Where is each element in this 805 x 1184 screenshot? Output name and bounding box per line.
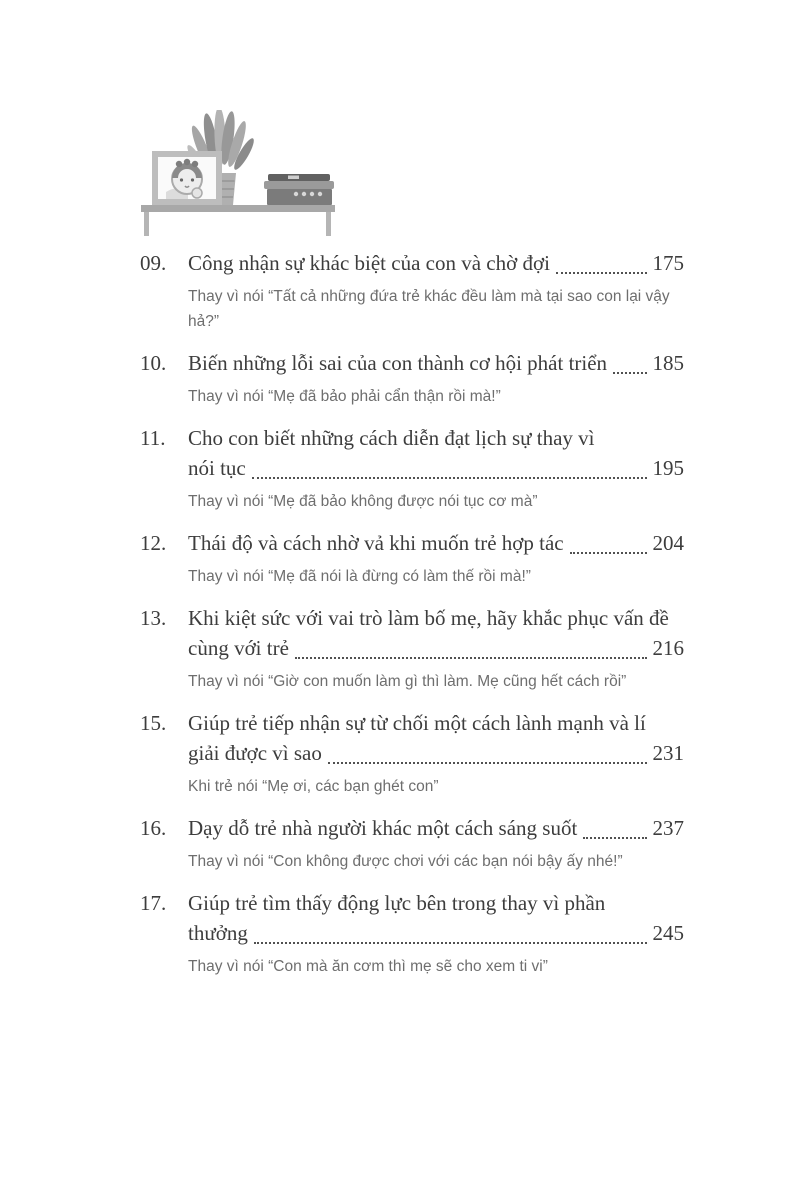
entry-title-text: Biến những lỗi sai của con thành cơ hội phát triển (188, 351, 608, 375)
entry-title (188, 248, 684, 278)
entry-title (188, 348, 684, 378)
entry-title-last-line (188, 453, 684, 483)
book-stack-icon (264, 174, 334, 205)
entry-page-number: 195 (652, 456, 684, 480)
toc-entry (140, 248, 684, 334)
toc-list (140, 248, 684, 993)
dot-leader (295, 633, 647, 659)
shelf-illustration (138, 110, 338, 238)
entry-number: 15. (140, 711, 167, 735)
toc-entry (140, 603, 684, 694)
entry-number: 16. (140, 816, 167, 840)
entry-number: 17. (140, 891, 167, 915)
entry-number: 10. (140, 351, 167, 375)
entry-body (188, 888, 684, 979)
entry-page-number: 204 (652, 531, 684, 555)
entry-title-line: Giúp trẻ tìm thấy động lực bên trong thay vì phần (188, 891, 606, 915)
framed-baby-picture-icon (152, 151, 222, 205)
toc-entry (140, 528, 684, 589)
entry-title-last-line (188, 813, 684, 843)
entry-title (188, 813, 684, 843)
entry-title-line: Khi kiệt sức với vai trò làm bố mẹ, hãy khắc phục vấn đề (188, 606, 669, 630)
entry-title-last-line (188, 633, 684, 663)
entry-title-text: thưởng (188, 921, 248, 945)
entry-page-number: 231 (652, 741, 684, 765)
toc-entry (140, 423, 684, 514)
entry-subtitle: Thay vì nói “Mẹ đã bảo không được nói tục cơ mà” (188, 493, 538, 510)
toc-entry (140, 708, 684, 799)
entry-title (188, 603, 684, 663)
entry-page-number: 185 (652, 351, 684, 375)
entry-subtitle: Thay vì nói “Tất cả những đứa trẻ khác đều làm mà tại sao con lại vậy hả?” (188, 288, 670, 330)
dot-leader (583, 813, 646, 839)
entry-title-line: Giúp trẻ tiếp nhận sự từ chối một cách lành mạnh và lí (188, 711, 646, 735)
entry-body (188, 813, 684, 874)
entry-subtitle: Thay vì nói “Con mà ăn cơm thì mẹ sẽ cho xem ti vi” (188, 958, 548, 975)
entry-title-text: giải được vì sao (188, 741, 322, 765)
entry-title-last-line (188, 248, 684, 278)
entry-page-number: 175 (652, 251, 684, 275)
entry-title-text: Công nhận sự khác biệt của con và chờ đợi (188, 251, 550, 275)
entry-title-last-line (188, 528, 684, 558)
dot-leader (252, 453, 647, 479)
entry-page-number: 245 (652, 921, 684, 945)
entry-body (188, 248, 684, 334)
entry-title (188, 423, 684, 483)
dot-leader (328, 738, 647, 764)
entry-body (188, 603, 684, 694)
entry-subtitle: Thay vì nói “Mẹ đã nói là đừng có làm thế rồi mà!” (188, 568, 531, 585)
entry-number: 13. (140, 606, 167, 630)
entry-page-number: 216 (652, 636, 684, 660)
dot-leader (556, 248, 647, 274)
entry-title (188, 528, 684, 558)
entry-body (188, 528, 684, 589)
entry-subtitle: Thay vì nói “Giờ con muốn làm gì thì làm. Mẹ cũng hết cách rồi” (188, 673, 627, 690)
entry-title (188, 708, 684, 768)
entry-title-text: nói tục (188, 456, 246, 480)
entry-subtitle: Thay vì nói “Con không được chơi với các bạn nói bậy ấy nhé!” (188, 853, 623, 870)
toc-entry (140, 888, 684, 979)
dot-leader (254, 918, 647, 944)
dot-leader (570, 528, 647, 554)
entry-page-number: 237 (652, 816, 684, 840)
entry-title-last-line (188, 348, 684, 378)
dot-leader (613, 348, 646, 374)
shelf-icon (141, 205, 335, 236)
entry-subtitle: Thay vì nói “Mẹ đã bảo phải cẩn thận rồi mà!” (188, 388, 501, 405)
entry-title-text: Thái độ và cách nhờ vả khi muốn trẻ hợp tác (188, 531, 564, 555)
entry-body (188, 423, 684, 514)
entry-title-line: Cho con biết những cách diễn đạt lịch sự thay vì (188, 426, 595, 450)
entry-title-last-line (188, 738, 684, 768)
entry-title-text: cùng với trẻ (188, 636, 289, 660)
entry-subtitle: Khi trẻ nói “Mẹ ơi, các bạn ghét con” (188, 778, 439, 795)
entry-title-last-line (188, 918, 684, 948)
entry-number: 09. (140, 251, 167, 275)
entry-title (188, 888, 684, 948)
toc-entry (140, 813, 684, 874)
toc-entry (140, 348, 684, 409)
entry-body (188, 708, 684, 799)
entry-number: 11. (140, 426, 166, 450)
entry-body (188, 348, 684, 409)
entry-title-text: Dạy dỗ trẻ nhà người khác một cách sáng suốt (188, 816, 578, 840)
entry-number: 12. (140, 531, 167, 555)
